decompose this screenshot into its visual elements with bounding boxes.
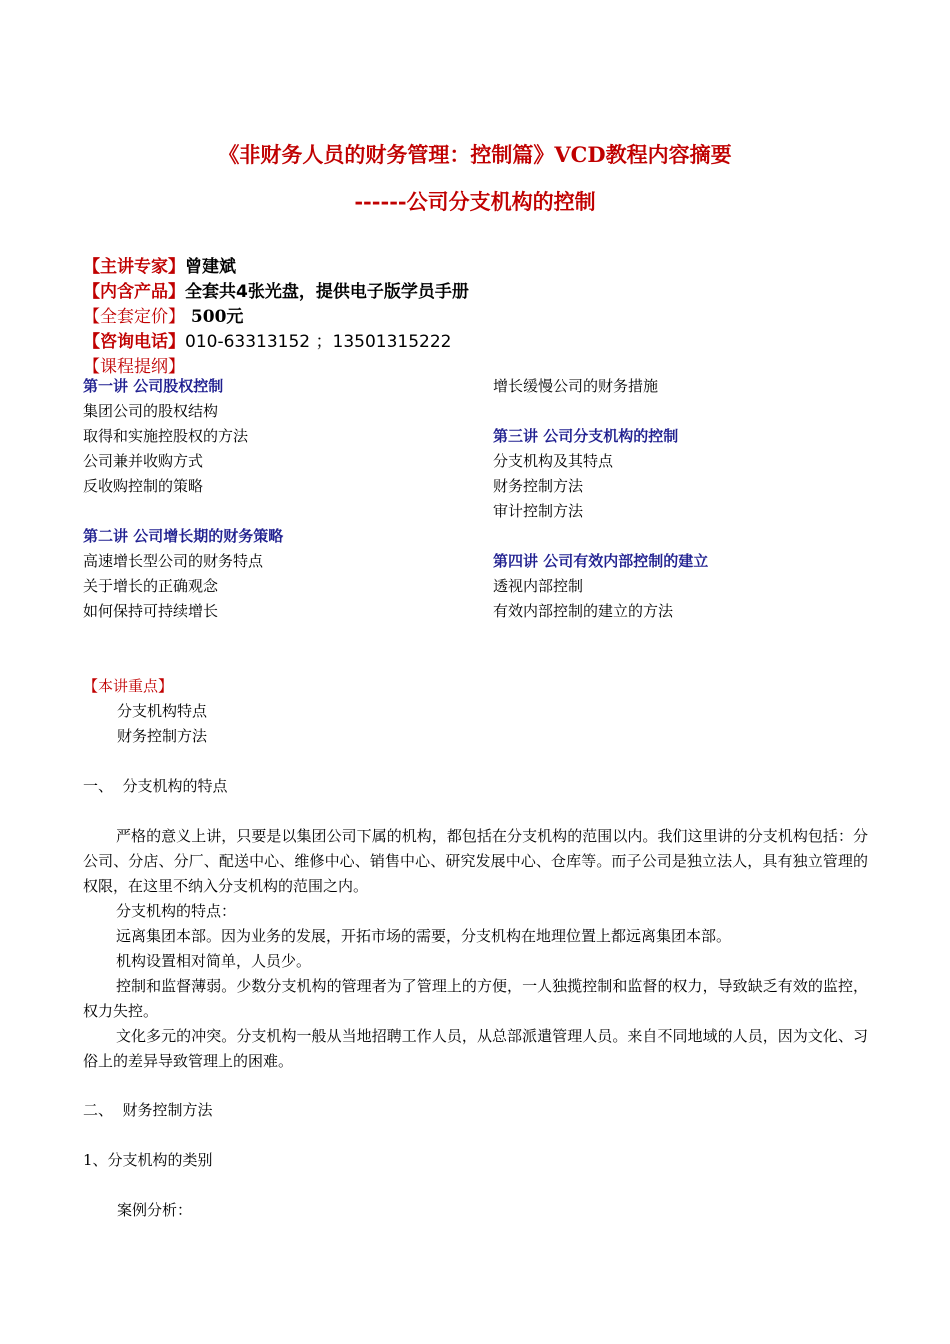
paragraph: 严格的意义上讲，只要是以集团公司下属的机构，都包括在分支机构的范围以内。我们这里讲的分支机构包括：分公司、分店、分厂、配送中心、维修中心、销售中心、研究发展中心、仓库等。而子公司是独立法人，具有独立管理的权限，在这里不纳入分支机构的范围之内。: [83, 827, 868, 895]
paragraph: 控制和监督薄弱。少数分支机构的管理者为了管理上的方便，一人独揽控制和监督的权力，导致缺乏有效的监控，权力失控。: [83, 977, 868, 1020]
outline-item: 有效内部控制的建立的方法: [493, 602, 674, 620]
outline-item: 公司兼并收购方式: [83, 452, 204, 470]
speaker-value: 曾建斌: [185, 257, 236, 277]
phone-value: 010-63313152 ；13501315222: [185, 332, 452, 352]
speaker-line: [83, 252, 236, 277]
speaker-label: 【主讲专家】: [83, 257, 185, 277]
outline-item: 增长缓慢公司的财务措施: [493, 377, 659, 395]
outline-spacer: [83, 499, 283, 524]
section1-body: [83, 824, 868, 1074]
outline-spacer: [493, 399, 708, 424]
focus-label: 【本讲重点】: [83, 677, 174, 695]
product-value: 全套共4张光盘，提供电子版学员手册: [185, 282, 469, 302]
phone-line: [83, 327, 452, 352]
document-subtitle: ------公司分支机构的控制: [354, 189, 596, 214]
section2-heading: 二、 财务控制方法: [83, 1101, 213, 1119]
price-label: 【全套定价】: [83, 307, 185, 327]
lecture-heading: 第二讲 公司增长期的财务策略: [83, 527, 284, 545]
outline-item: 取得和实施控股权的方法: [83, 427, 249, 445]
outline-item: 审计控制方法: [493, 502, 584, 520]
outline-item: 财务控制方法: [493, 477, 584, 495]
outline-item: 集团公司的股权结构: [83, 402, 219, 420]
product-line: [83, 277, 469, 302]
outline-item: 如何保持可持续增长: [83, 602, 219, 620]
lecture-heading: 第一讲 公司股权控制: [83, 377, 224, 395]
product-label: 【内含产品】: [83, 282, 185, 302]
paragraph: 文化多元的冲突。分支机构一般从当地招聘工作人员，从总部派遣管理人员。来自不同地域的人员，因为文化、习俗上的差异导致管理上的困难。: [83, 1027, 868, 1070]
document-title: 《非财务人员的财务管理：控制篇》VCD教程内容摘要: [218, 142, 732, 167]
outline-spacer: [493, 524, 708, 549]
outline-item: 分支机构及其特点: [493, 452, 614, 470]
focus-item: 财务控制方法: [117, 727, 208, 745]
outline-item: 高速增长型公司的财务特点: [83, 552, 264, 570]
paragraph: 分支机构的特点：: [116, 902, 237, 920]
case-analysis-label: 案例分析：: [117, 1201, 193, 1219]
outline-item: 透视内部控制: [493, 577, 584, 595]
lecture-heading: 第四讲 公司有效内部控制的建立: [493, 552, 709, 570]
price-value: 500元: [185, 307, 244, 327]
section1-heading: 一、 分支机构的特点: [83, 777, 228, 795]
focus-item: 分支机构特点: [117, 702, 208, 720]
outline-item: 反收购控制的策略: [83, 477, 204, 495]
paragraph: 机构设置相对简单，人员少。: [116, 952, 312, 970]
lecture-heading: 第三讲 公司分支机构的控制: [493, 427, 679, 445]
outline-item: 关于增长的正确观念: [83, 577, 219, 595]
paragraph: 远离集团本部。因为业务的发展，开拓市场的需要，分支机构在地理位置上都远离集团本部。: [116, 927, 732, 945]
outline-left-column: [83, 374, 283, 624]
outline-label: 【课程提纲】: [83, 357, 185, 377]
outline-right-column: [493, 374, 708, 624]
subsection-heading: 1、分支机构的类别: [83, 1151, 213, 1169]
phone-label: 【咨询电话】: [83, 332, 185, 352]
price-line: [83, 302, 243, 327]
